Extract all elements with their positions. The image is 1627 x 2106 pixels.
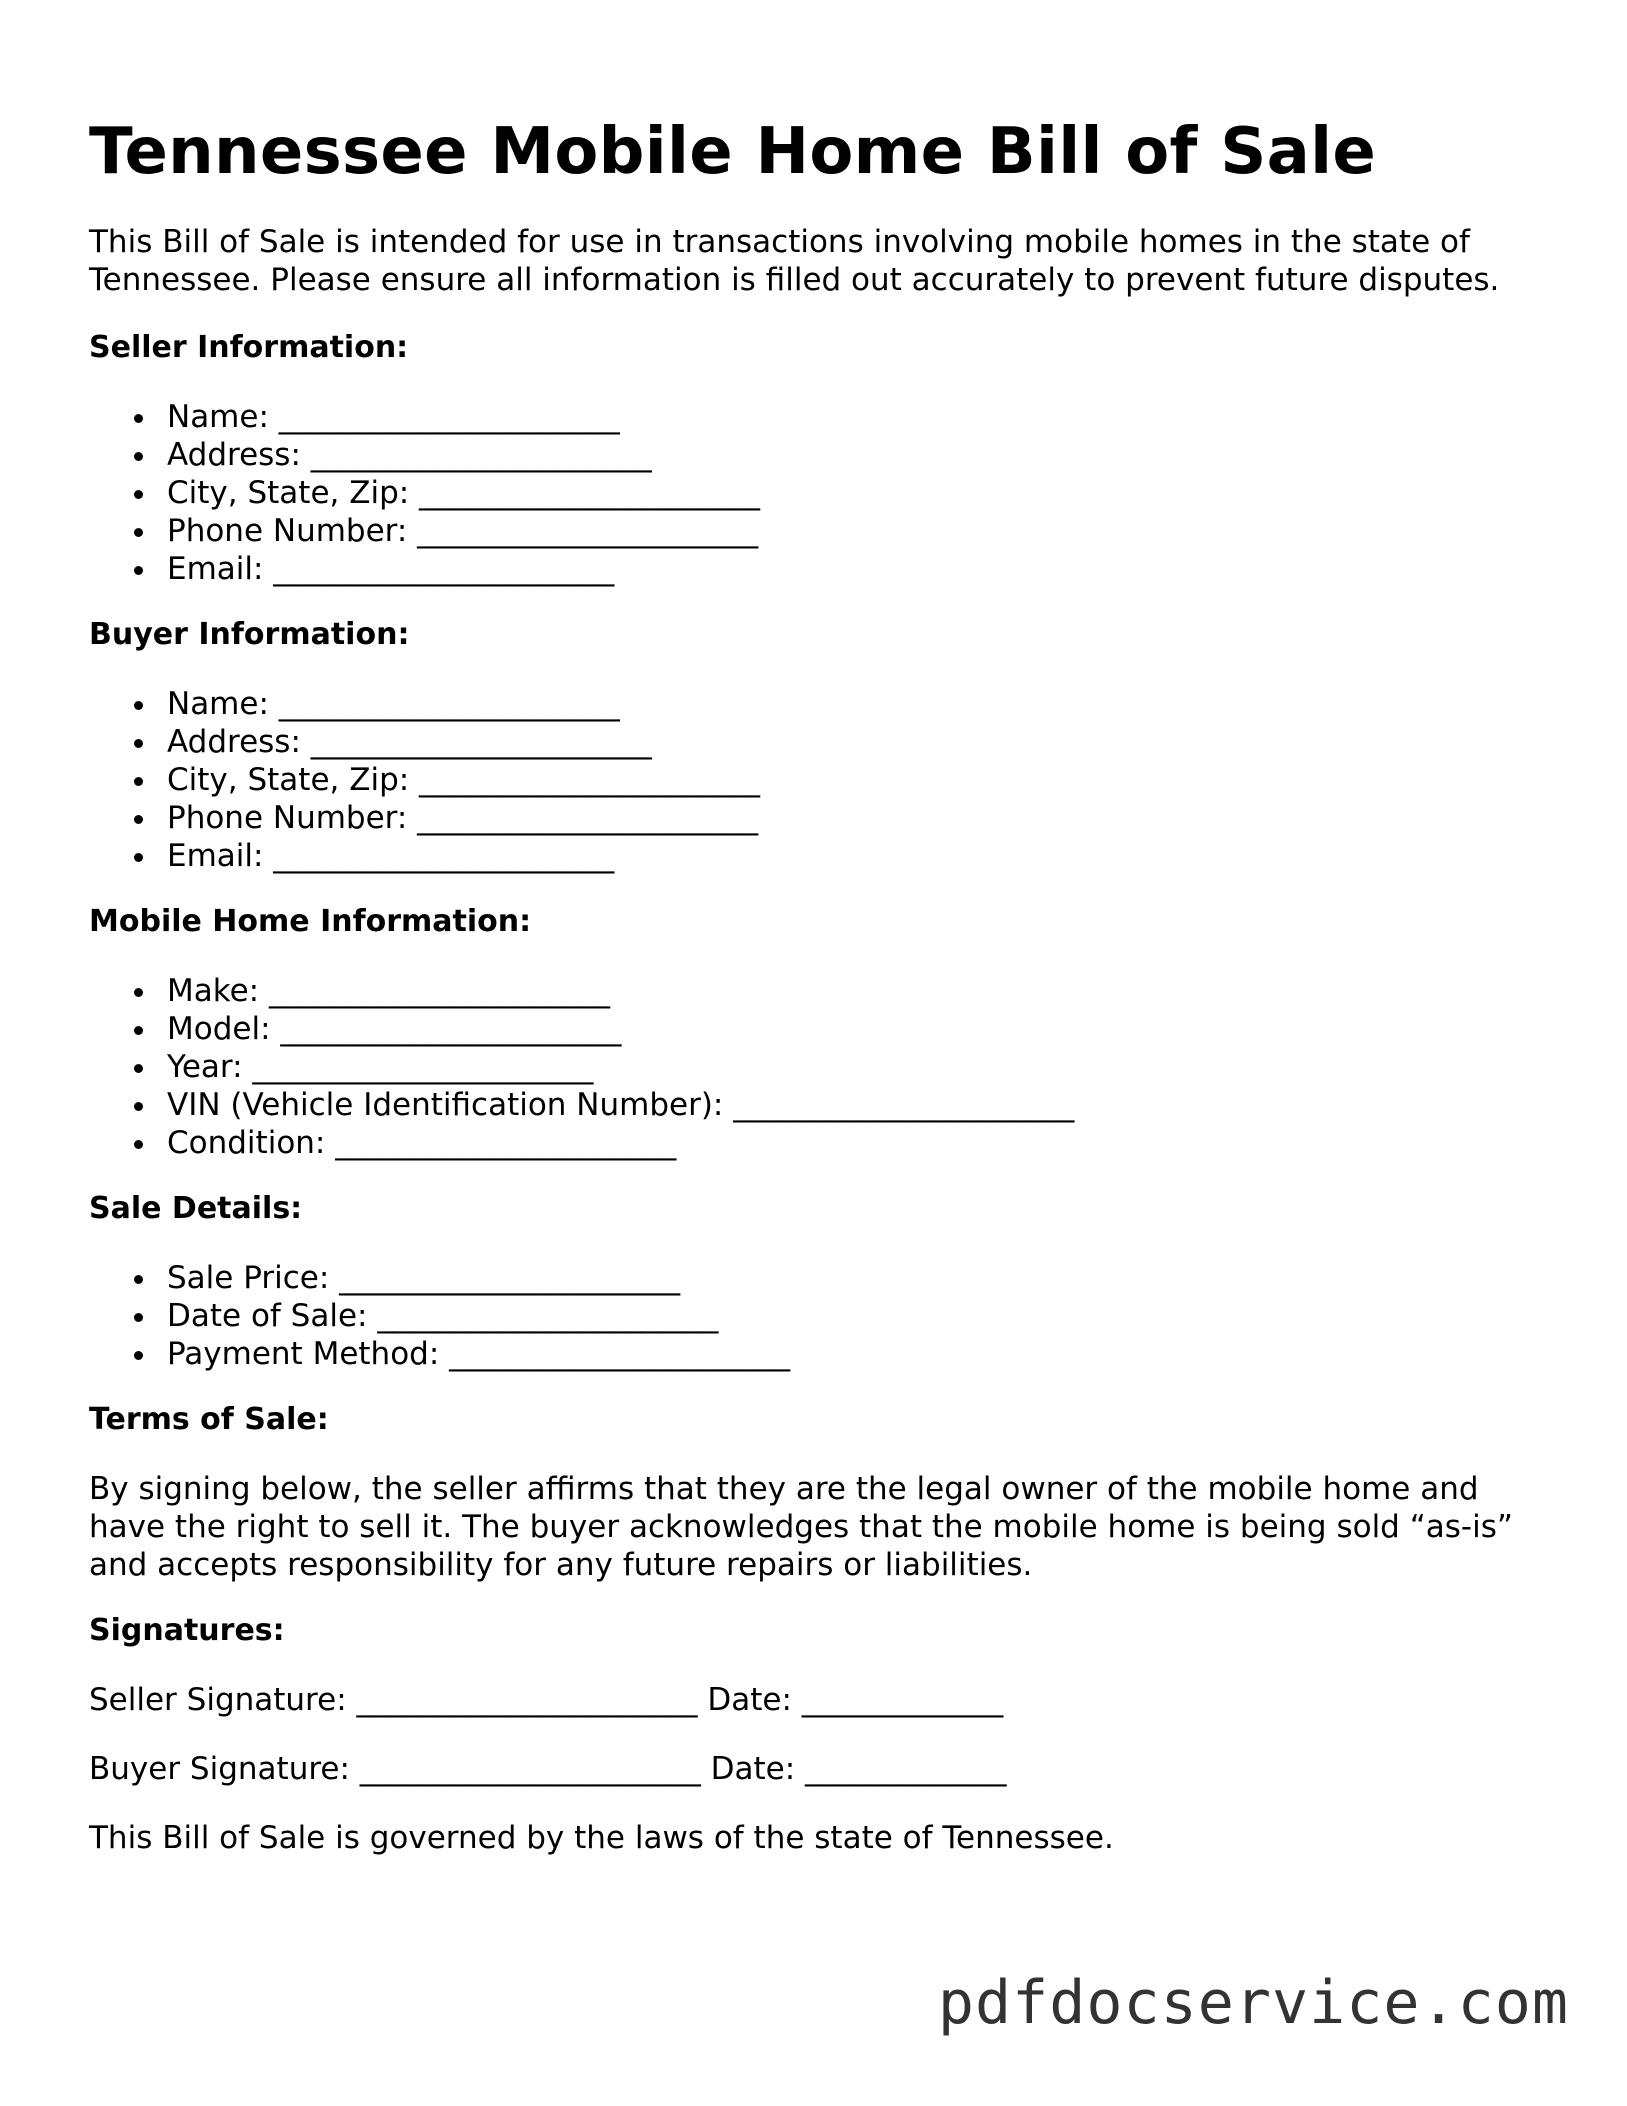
seller-address-field: Address: ______________________ — [167, 436, 1559, 474]
buyer-address-field: Address: ______________________ — [167, 723, 1559, 761]
closing-statement: This Bill of Sale is governed by the laws of the state of Tennessee. — [89, 1820, 1114, 1856]
home-model-field: Model: ______________________ — [167, 1010, 1559, 1048]
buyer-email-field: Email: ______________________ — [167, 837, 1559, 875]
seller-heading: Seller Information: — [89, 330, 409, 365]
sale-details-heading: Sale Details: — [89, 1191, 303, 1226]
signatures-heading: Signatures: — [89, 1613, 285, 1648]
document-title: Tennessee Mobile Home Bill of Sale — [89, 115, 1377, 189]
seller-list — [89, 398, 1559, 588]
home-year-field: Year: ______________________ — [167, 1048, 1559, 1086]
seller-signature-line: Seller Signature: ______________________ Date: _____________ — [89, 1682, 1004, 1718]
home-vin-field: VIN (Vehicle Identification Number): ______________________ — [167, 1086, 1559, 1124]
terms-heading: Terms of Sale: — [89, 1402, 329, 1437]
intro-paragraph: This Bill of Sale is intended for use in transactions involving mobile homes in the state of Tennessee. Please ensure all information is filled out accurately to prevent future disputes. — [89, 224, 1500, 298]
buyer-name-field: Name: ______________________ — [167, 685, 1559, 723]
terms-paragraph: By signing below, the seller affirms that they are the legal owner of the mobile home and have the right to sell it. The buyer acknowledges that the mobile home is being sold “as-is” and accepts responsibility for any future repairs or liabilities. — [89, 1471, 1513, 1583]
buyer-heading: Buyer Information: — [89, 617, 410, 652]
watermark: pdfdocservice.com — [937, 1968, 1569, 2038]
sale-price-field: Sale Price: ______________________ — [167, 1259, 1559, 1297]
sale-details-list — [89, 1259, 1559, 1373]
mobile-home-heading: Mobile Home Information: — [89, 904, 532, 939]
seller-city-state-zip-field: City, State, Zip: ______________________ — [167, 474, 1559, 512]
seller-name-field: Name: ______________________ — [167, 398, 1559, 436]
home-condition-field: Condition: ______________________ — [167, 1124, 1559, 1162]
seller-phone-field: Phone Number: ______________________ — [167, 512, 1559, 550]
buyer-list — [89, 685, 1559, 875]
sale-date-field: Date of Sale: ______________________ — [167, 1297, 1559, 1335]
document-page — [89, 112, 1559, 1857]
buyer-city-state-zip-field: City, State, Zip: ______________________ — [167, 761, 1559, 799]
payment-method-field: Payment Method: ______________________ — [167, 1335, 1559, 1373]
mobile-home-list — [89, 972, 1559, 1162]
buyer-signature-line: Buyer Signature: ______________________ Date: _____________ — [89, 1751, 1007, 1787]
buyer-phone-field: Phone Number: ______________________ — [167, 799, 1559, 837]
seller-email-field: Email: ______________________ — [167, 550, 1559, 588]
home-make-field: Make: ______________________ — [167, 972, 1559, 1010]
